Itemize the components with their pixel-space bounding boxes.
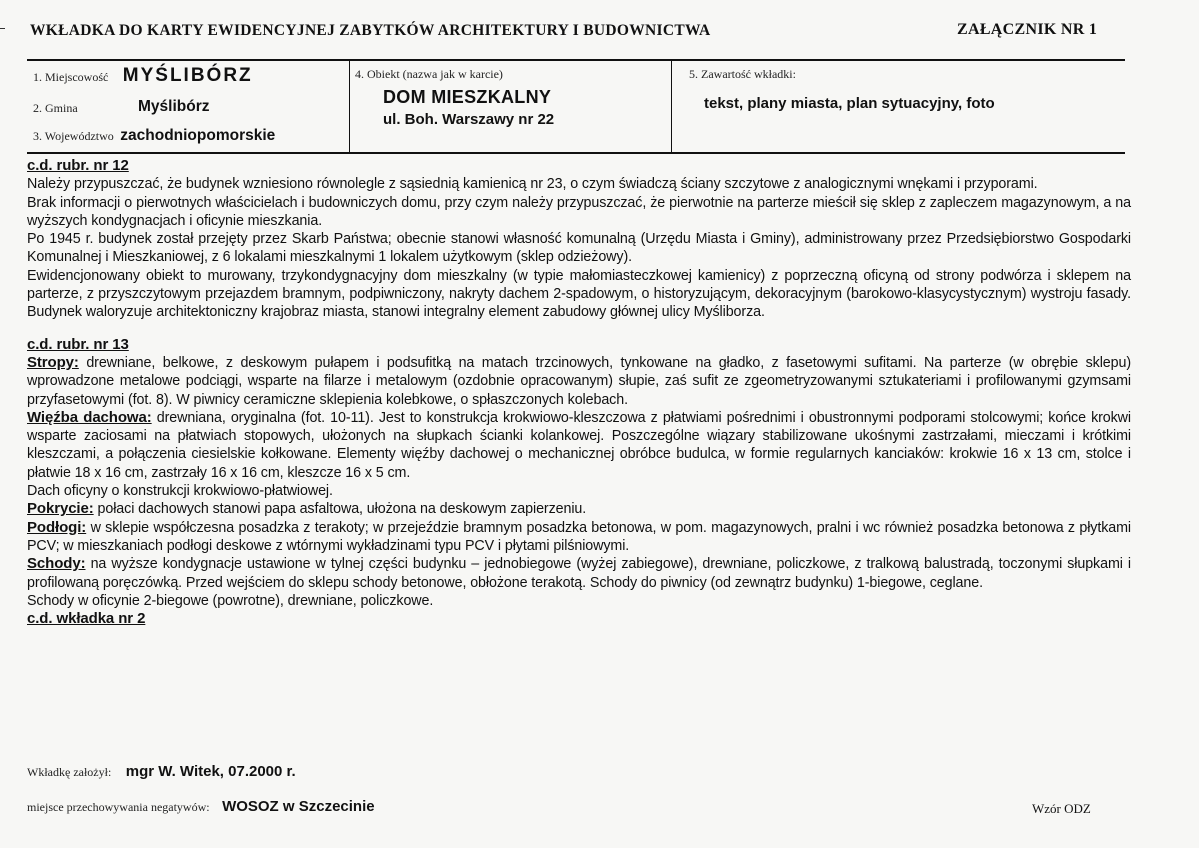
contents-value: tekst, plany miasta, plan sytuacyjny, foto xyxy=(704,95,995,112)
author-label: Wkładkę założył: xyxy=(27,765,112,779)
stairs-text: na wyższe kondygnacje ustawione w tylnej części budynku – jednobiegowe (wyżej zabiegowe), drewniane, policzkowe, z tralkową balustradą, toczonymi słupkami i profilowaną poręczówką. Przed wejściem do sklepu schody betonowe, obłożone terakotą. Schody do piwnicy (od zewnątrz budynku) 1-biegowe, ceglane. xyxy=(27,556,1131,591)
author-value: mgr W. Witek, 07.2000 r. xyxy=(125,763,296,780)
storage-row xyxy=(27,798,375,816)
town-value: MYŚLIBÓRZ xyxy=(122,65,253,86)
commune-label: 2. Gmina xyxy=(33,101,78,115)
roofing-text: połaci dachowych stanowi papa asfaltowa, ułożona na deskowym zapierzeniu. xyxy=(93,501,587,518)
commune-row xyxy=(33,98,210,117)
town-row xyxy=(33,65,253,87)
section-13-heading: c.d. rubr. nr 13 xyxy=(27,335,129,353)
town-label: 1. Miejscowość xyxy=(33,70,109,84)
insert-2-heading: c.d. wkładka nr 2 xyxy=(27,610,146,628)
object-label: 4. Obiekt (nazwa jak w karcie) xyxy=(355,67,503,81)
floors-label: Podłogi: xyxy=(27,518,87,536)
section-12-paragraph-1: Należy przypuszczać, że budynek wzniesiono równolegle z sąsiednią kamienicą nr 23, o czym świadczą ściany szczytowe z analogicznymi wnękami i przyporami. xyxy=(27,176,1038,193)
section-12-paragraph-4: Ewidencjonowany obiekt to murowany, trzykondygnacyjny dom mieszkalny (w typie małomiasteczkowej kamienicy) z poprzeczną oficyną od strony podwórza i sklepem na parterze, z przyszczytowym przejazdem bramnym, podpiwniczony, nakryty dachem 2-spadowym, o historyzującym, dekoracyjnym (barokowo-klasycystycznym) wystroju fasady. Budynek waloryzuje architektoniczny krajobraz miasta, stanowi integralny element zabudowy głównej ulicy Myśliborza. xyxy=(27,267,1131,321)
annex-number: ZAŁĄCZNIK NR 1 xyxy=(957,21,1098,38)
section-12-heading: c.d. rubr. nr 12 xyxy=(27,157,129,174)
roof-truss-paragraph xyxy=(27,409,1131,482)
roof-truss-text: drewniana, oryginalna (fot. 10-11). Jest to konstrukcja krokwiowo-kleszczowa z płatwiami pośrednimi i obustronnymi podporami stolcowymi; końce krokwi wsparte zaciosami na płatwiach stopowych, ułożonych na słupkach ścianki kolankowej. Poszczególne wiązary stabilizowane ukośnymi zastrzałami, mieczami i krótkimi kleszczami, a połączenia ciesielskie kołkowane. Elementy więźby dachowej o mechanicznej obróbce budulca, w formie regularnych kanciaków: krokwie 16 x 13 cm, stolce i płatwie 18 x 16 cm, zastrzały 16 x 16 cm, kleszcze 16 x 5 cm. xyxy=(27,409,1131,481)
ceilings-paragraph xyxy=(27,354,1131,409)
stairs-label: Schody: xyxy=(27,555,86,573)
annex-stairs-paragraph: Schody w oficynie 2-biegowe (powrotne), drewniane, policzkowe. xyxy=(27,592,434,609)
storage-value: WOSOZ w Szczecinie xyxy=(222,798,375,815)
contents-label: 5. Zawartość wkładki: xyxy=(689,67,796,81)
floors-paragraph xyxy=(27,519,1131,556)
section-12-paragraph-2: Brak informacji o pierwotnych właścicielach i budowniczych domu, przy czym należy przypuszczać, że pierwotnie na parterze mieścił się sklep z zapleczem magazynowym, a na wyższych kondygnacjach i oficynie mieszkania. xyxy=(27,194,1131,229)
author-row xyxy=(27,763,296,781)
roof-truss-label: Więźba dachowa: xyxy=(27,408,152,426)
annex-roof-paragraph: Dach oficyny o konstrukcji krokwiowo-płatwiowej. xyxy=(27,483,333,500)
contents-column xyxy=(671,61,1125,152)
object-column xyxy=(349,61,672,152)
section-12-paragraph-3: Po 1945 r. budynek został przejęty przez Skarb Państwa; obecnie stanowi własność komunalną (Urzędu Miasta i Gminy), administrowany przez Przedsiębiorstwo Gospodarki Komunalnej i Mieszkaniowej, z 6 lokalami mieszkalnymi 1 lokalem użytkowym (sklep odzieżowy). xyxy=(27,231,1131,266)
voivodeship-value: zachodniopomorskie xyxy=(120,127,276,144)
location-column xyxy=(27,61,350,152)
commune-value: Myślibórz xyxy=(138,98,210,115)
object-address: ul. Boh. Warszawy nr 22 xyxy=(383,111,555,128)
storage-label: miejsce przechowywania negatywów: xyxy=(27,800,210,814)
ceilings-label: Stropy: xyxy=(27,353,79,371)
roofing-paragraph xyxy=(27,500,1131,518)
voivodeship-row xyxy=(33,127,275,145)
stairs-paragraph xyxy=(27,555,1131,592)
document-title: WKŁADKA DO KARTY EWIDENCYJNEJ ZABYTKÓW ARCHITEKTURY I BUDOWNICTWA xyxy=(30,22,711,39)
ceilings-text: drewniane, belkowe, z deskowym pułapem i podsufitką na matach trzcinowych, tynkowane na gładko, z fasetowymi sufitami. Na parterze (w obrębie sklepu) wprowadzone metalowe podciągi, wsparte na filarze i metalowym (ozdobnie opracowanym) słupie, zaś sufit ze zgeometryzowanymi sztukateriami i profilowanymi gzymsami przyfasetowymi (fot. 8). W piwnicy ceramiczne sklepienia kolebkowe, o spłaszczonych kolebach. xyxy=(27,354,1131,408)
object-name: DOM MIESZKALNY xyxy=(383,87,552,107)
form-code: Wzór ODZ xyxy=(1032,801,1091,816)
main-text xyxy=(27,157,1131,628)
roofing-label: Pokrycie: xyxy=(27,500,94,518)
voivodeship-label: 3. Województwo xyxy=(33,129,114,143)
info-box xyxy=(27,59,1125,154)
floors-text: w sklepie współczesna posadzka z terakoty; w przejeździe bramnym posadzka betonowa, w pom. magazynowych, pralni i wc również posadzka betonowa z płytkami PCV; w mieszkaniach podłogi deskowe z wtórnymi wykładzinami typu PCV i płytami pilśniowymi. xyxy=(27,519,1131,554)
section-gap xyxy=(27,322,1131,336)
corner-tick-mark xyxy=(0,28,5,29)
